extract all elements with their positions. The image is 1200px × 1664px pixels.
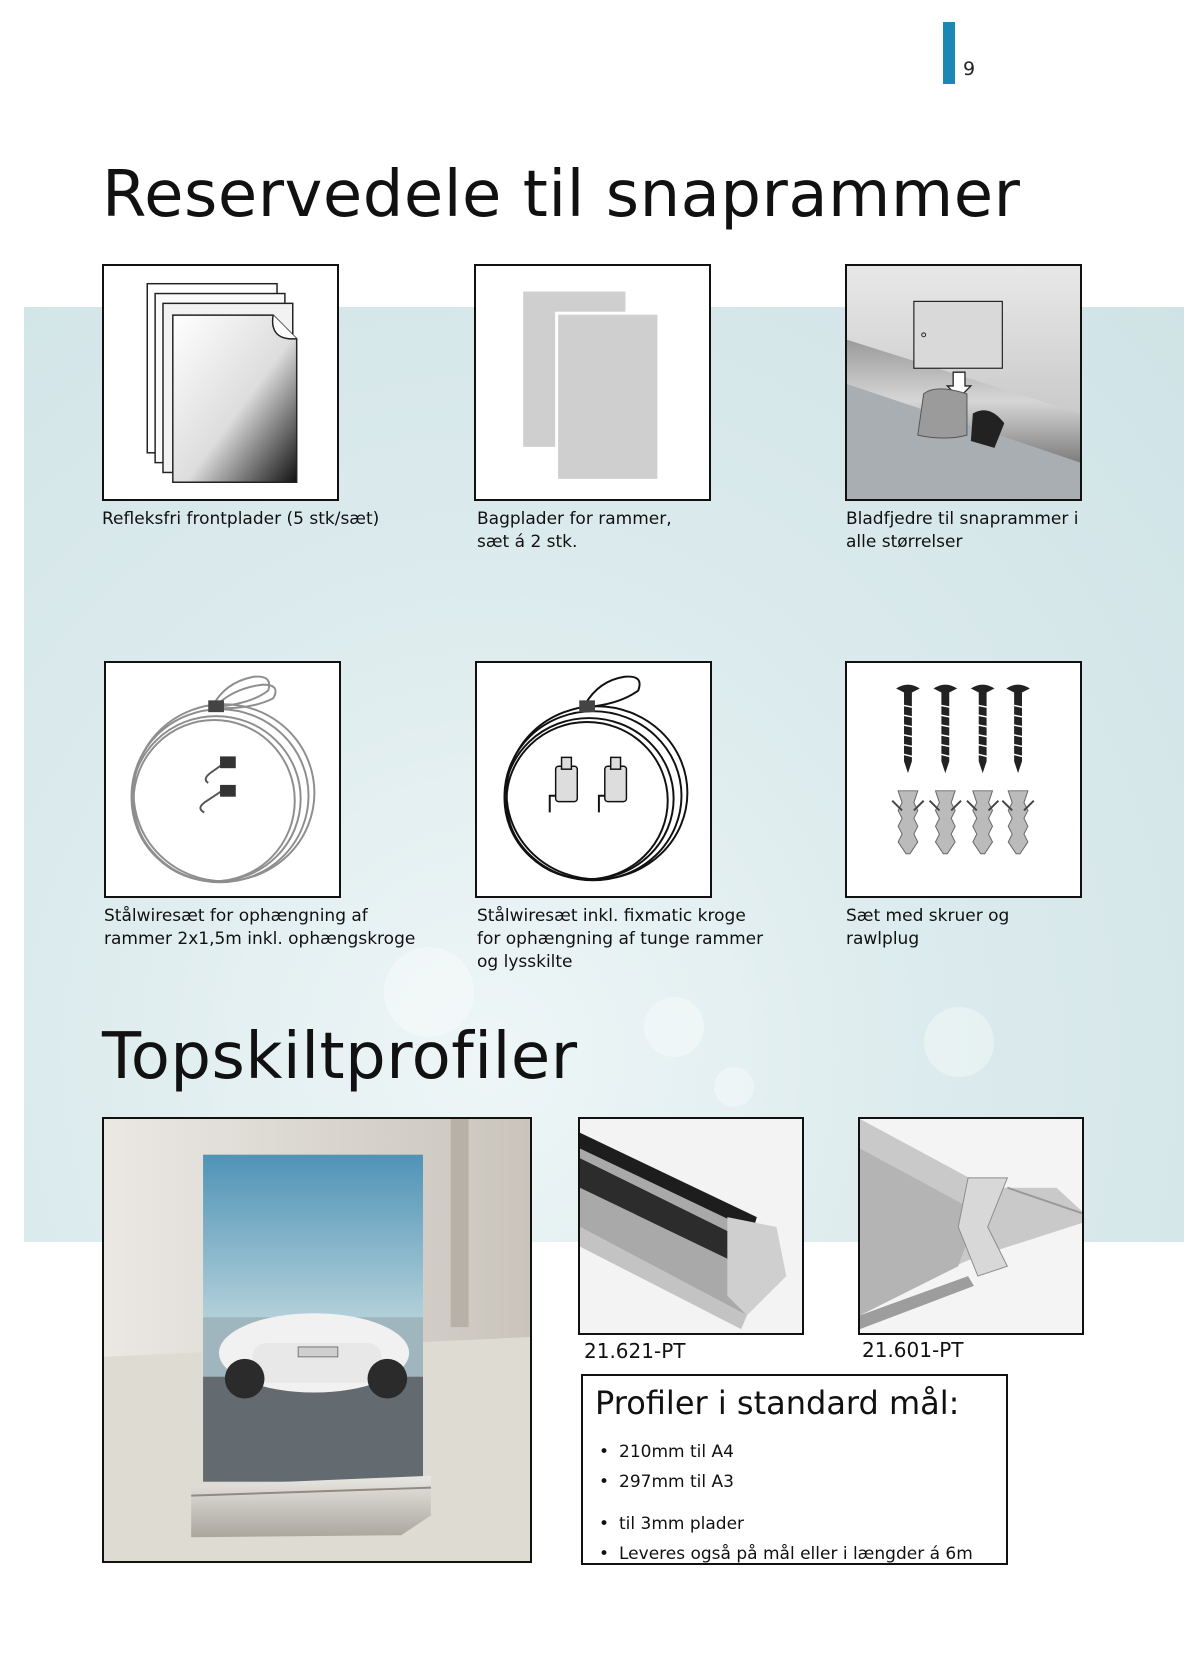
standard-sizes-title: Profiler i standard mål:	[595, 1384, 960, 1422]
product-image-leaf-springs	[845, 264, 1082, 501]
product-image-backplates	[474, 264, 711, 501]
profile-code-21621: 21.621-PT	[584, 1339, 686, 1363]
section-title-topskiltprofiler: Topskiltprofiler	[102, 1020, 578, 1094]
caption-wire-set-fixmatic: Stålwiresæt inkl. fixmatic kroge for ophængning af tunge rammer og lysskilte	[477, 906, 764, 972]
caption-wire-set: Stålwiresæt for ophængning af rammer 2x1,5m inkl. ophængskroge	[104, 906, 416, 949]
product-image-wire-set-fixmatic	[475, 661, 712, 898]
product-image-screws-rawlplugs	[845, 661, 1082, 898]
product-image-wire-set	[104, 661, 341, 898]
caption-leaf-springs: Bladfjedre til snaprammer i alle størrelser	[846, 509, 1079, 552]
photo-sign-holder	[102, 1117, 532, 1563]
caption-backplates: Bagplader for rammer, sæt á 2 stk.	[477, 509, 672, 552]
page-number-marker	[943, 22, 955, 84]
photo-profile-21621	[578, 1117, 804, 1335]
caption-screws-rawlplugs: Sæt med skruer og rawlplug	[846, 906, 1010, 949]
caption-frontplates: Refleksfri frontplader (5 stk/sæt)	[102, 509, 380, 529]
product-image-frontplates	[102, 264, 339, 501]
page-number: 9	[963, 58, 976, 80]
standard-sizes-box: Profiler i standard mål: 210mm til A4 297mm til A3 til 3mm plader Leveres også på mål eller i længder á 6m	[581, 1374, 1008, 1565]
section-title-reservedele: Reservedele til snaprammer	[102, 158, 1021, 232]
photo-profile-21601	[858, 1117, 1084, 1335]
profile-code-21601: 21.601-PT	[862, 1338, 964, 1362]
